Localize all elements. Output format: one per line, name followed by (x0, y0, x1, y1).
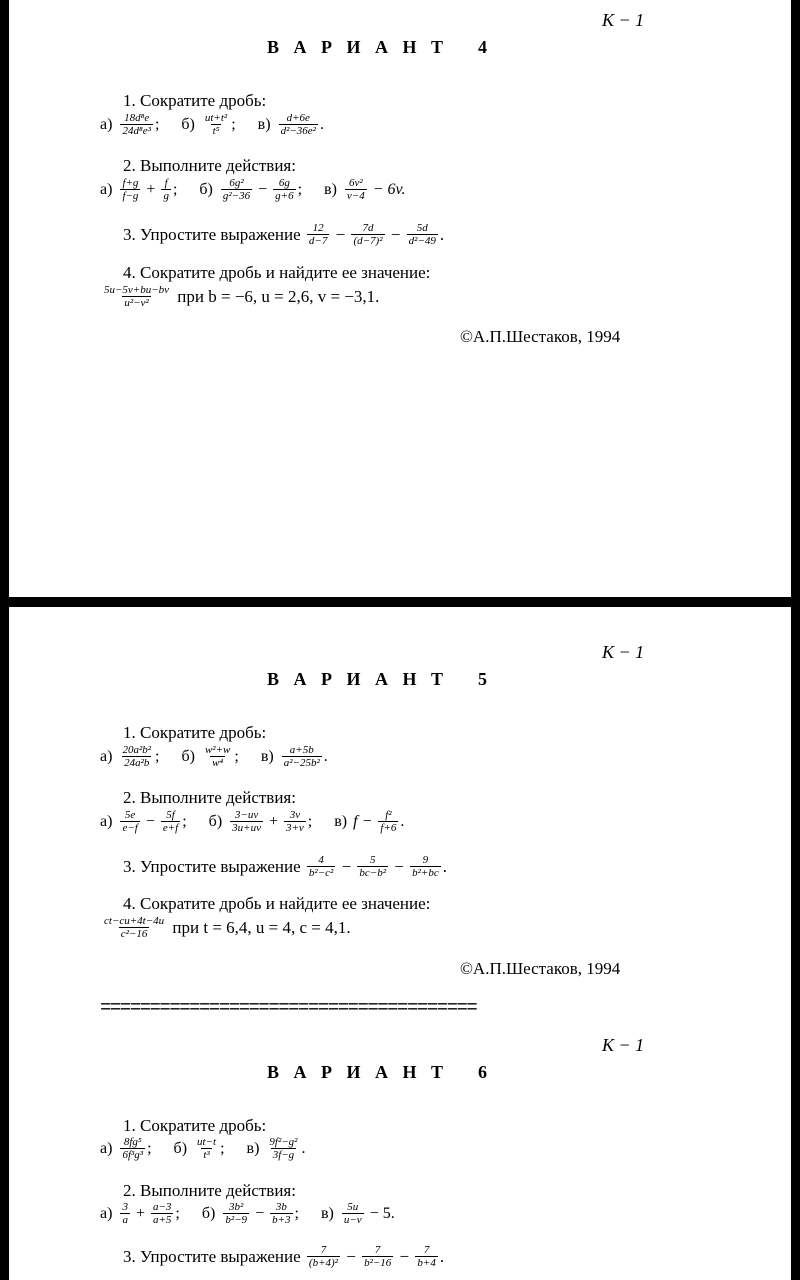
k-mark: К − 1 (602, 1035, 645, 1055)
fraction: $\frac{4}{\text{b²−c²}}$ (308, 854, 334, 879)
fraction: $\frac{5u}{u-v}$ (343, 1201, 362, 1226)
task-4-heading: 4. Сократите дробь и найдите ее значение: (123, 263, 431, 282)
fraction: $\frac{d+6e}{\text{d²−36e²}}$ (280, 112, 316, 137)
task-3: 3. Упростите выражение $\frac{7}{\text{(b+4)²}}$ − $\frac{7}{\text{b²−16}}$ − $\frac{7}{b+4}$ . (123, 1244, 445, 1269)
fraction: $\frac{\text{9f²−g²}}{3f-g}$ (269, 1136, 298, 1161)
variant-title (267, 37, 487, 58)
fraction: $\frac{\text{f²}}{f+6}$ (380, 809, 397, 834)
task-1-heading: 1. Сократите дробь: (123, 723, 267, 742)
task-2-heading: 2. Выполните действия: (123, 1181, 296, 1200)
fraction: $\frac{5e}{e-f}$ (122, 809, 138, 834)
fraction: $\frac{\text{18d⁸e}}{\text{24d⁸e³}}$ (122, 112, 151, 137)
fraction: $\frac{a-3}{a+5}$ (152, 1201, 172, 1226)
fraction: $\frac{\text{w²+w}}{\text{w⁴}}$ (204, 744, 231, 769)
copyright: ©А.П.Шестаков, 1994 (460, 959, 621, 978)
fraction: $\frac{\text{3b²}}{\text{b²−9}}$ (225, 1201, 248, 1226)
fraction: $\frac{\text{6g²}}{\text{g²−36}}$ (222, 177, 251, 202)
task-2-heading: 2. Выполните действия: (123, 788, 296, 807)
fraction: $\frac{3}{a}$ (122, 1201, 128, 1226)
task-1-items: а) $\frac{\text{18d⁸e}}{\text{24d⁸e³}}$ ; б) $\frac{\text{ut+t²}}{\text{t⁵}}$ ; в) $\frac{d+6e}{\text{d²−36e²}}$ . (100, 112, 324, 137)
page-2 (9, 607, 791, 1280)
fraction: $\frac{ct-cu+4t-4u}{\text{c²−16}}$ (104, 915, 165, 940)
fraction: $\frac{\text{20a²b²}}{\text{24a²b}}$ (122, 744, 152, 769)
fraction: $\frac{9}{\text{b²+bc}}$ (412, 854, 439, 879)
fraction: $\frac{7d}{\text{(d−7)²}}$ (353, 222, 383, 247)
variant-word: В А Р И А Н Т (267, 37, 449, 57)
fraction: $\frac{ut-t}{\text{t³}}$ (197, 1136, 217, 1161)
variant-title (267, 1062, 487, 1083)
variant-number: 6 (478, 1062, 488, 1082)
fraction: $\frac{12}{d-7}$ (308, 222, 328, 247)
task-3: 3. Упростите выражение $\frac{4}{\text{b²−c²}}$ − $\frac{5}{\text{bc−b²}}$ − $\frac{9}{\text{b²+bc}}$ . (123, 854, 447, 879)
page-1 (9, 0, 791, 597)
task-2-items: а) $\frac{3}{a}$ + $\frac{a-3}{a+5}$ ; б) $\frac{\text{3b²}}{\text{b²−9}}$ − $\frac{3b}{b+3}$ ; в) $\frac{5u}{u-v}$ − 5. (100, 1201, 395, 1226)
task-1-items: а) $\frac{\text{8fg⁵}}{\text{6f³g³}}$ ; б) $\frac{ut-t}{\text{t³}}$ ; в) $\frac{\text{9f²−g²}}{3f-g}$ . (100, 1136, 306, 1161)
fraction: $\frac{\text{8fg⁵}}{\text{6f³g³}}$ (122, 1136, 144, 1161)
fraction: $\frac{3v}{3+v}$ (285, 809, 304, 834)
fraction: $\frac{\text{ut+t²}}{\text{t⁵}}$ (204, 112, 228, 137)
fraction: $\frac{f+g}{f-g}$ (122, 177, 139, 202)
fraction: $\frac{5d}{\text{d²−49}}$ (408, 222, 436, 247)
fraction: $\frac{f}{g}$ (163, 177, 169, 202)
task-2-heading: 2. Выполните действия: (123, 156, 296, 175)
fraction: $\frac{6g}{g+6}$ (275, 177, 294, 202)
task-4-expression: $\frac{5u-5v+bu-bv}{\text{u²−v²}}$ при b = −6, u = 2,6, v = −3,1. (104, 284, 380, 309)
fraction: $\frac{5u-5v+bu-bv}{\text{u²−v²}}$ (104, 284, 170, 309)
variant-number: 5 (478, 669, 488, 689)
fraction: $\frac{7}{\text{(b+4)²}}$ (308, 1244, 338, 1269)
fraction: $\frac{5f}{e+f}$ (162, 809, 179, 834)
task-3: 3. Упростите выражение $\frac{12}{d-7}$ − $\frac{7d}{\text{(d−7)²}}$ − $\frac{5d}{\text{d²−49}}$ . (123, 222, 445, 247)
copyright: ©А.П.Шестаков, 1994 (460, 327, 621, 346)
task-1-heading: 1. Сократите дробь: (123, 91, 267, 110)
variant-word: В А Р И А Н Т (267, 1062, 449, 1082)
k-mark: К − 1 (602, 642, 645, 662)
task-4-expression: $\frac{ct-cu+4t-4u}{\text{c²−16}}$ при t = 6,4, u = 4, c = 4,1. (104, 915, 351, 940)
fraction: $\frac{3-uv}{3u+uv}$ (232, 809, 261, 834)
variant-number: 4 (478, 37, 488, 57)
task-4-heading: 4. Сократите дробь и найдите ее значение: (123, 894, 431, 913)
task-1-heading: 1. Сократите дробь: (123, 1116, 267, 1135)
variant-word: В А Р И А Н Т (267, 669, 449, 689)
fraction: $\frac{a+5b}{\text{a²−25b²}}$ (283, 744, 320, 769)
fraction: $\frac{7}{b+4}$ (417, 1244, 436, 1269)
task-2-items: а) $\frac{5e}{e-f}$ − $\frac{5f}{e+f}$ ; б) $\frac{3-uv}{3u+uv}$ + $\frac{3v}{3+v}$ ; в) f − $\frac{\text{f²}}{f+6}$ . (100, 809, 405, 834)
k-mark: К − 1 (602, 10, 645, 30)
task-1-items: а) $\frac{\text{20a²b²}}{\text{24a²b}}$ ; б) $\frac{\text{w²+w}}{\text{w⁴}}$ ; в) $\frac{a+5b}{\text{a²−25b²}}$ . (100, 744, 328, 769)
fraction: $\frac{\text{6v²}}{v-4}$ (346, 177, 365, 202)
task-2-items: а) $\frac{f+g}{f-g}$ + $\frac{f}{g}$ ; б) $\frac{\text{6g²}}{\text{g²−36}}$ − $\frac{6g}{g+6}$ ; в) $\frac{\text{6v²}}{v-4}$ − 6v. (100, 177, 406, 202)
fraction: $\frac{3b}{b+3}$ (272, 1201, 291, 1226)
fraction: $\frac{5}{\text{bc−b²}}$ (359, 854, 387, 879)
fraction: $\frac{7}{\text{b²−16}}$ (364, 1244, 392, 1269)
variant-title (267, 669, 487, 690)
separator-line: ====================================== (100, 997, 477, 1019)
